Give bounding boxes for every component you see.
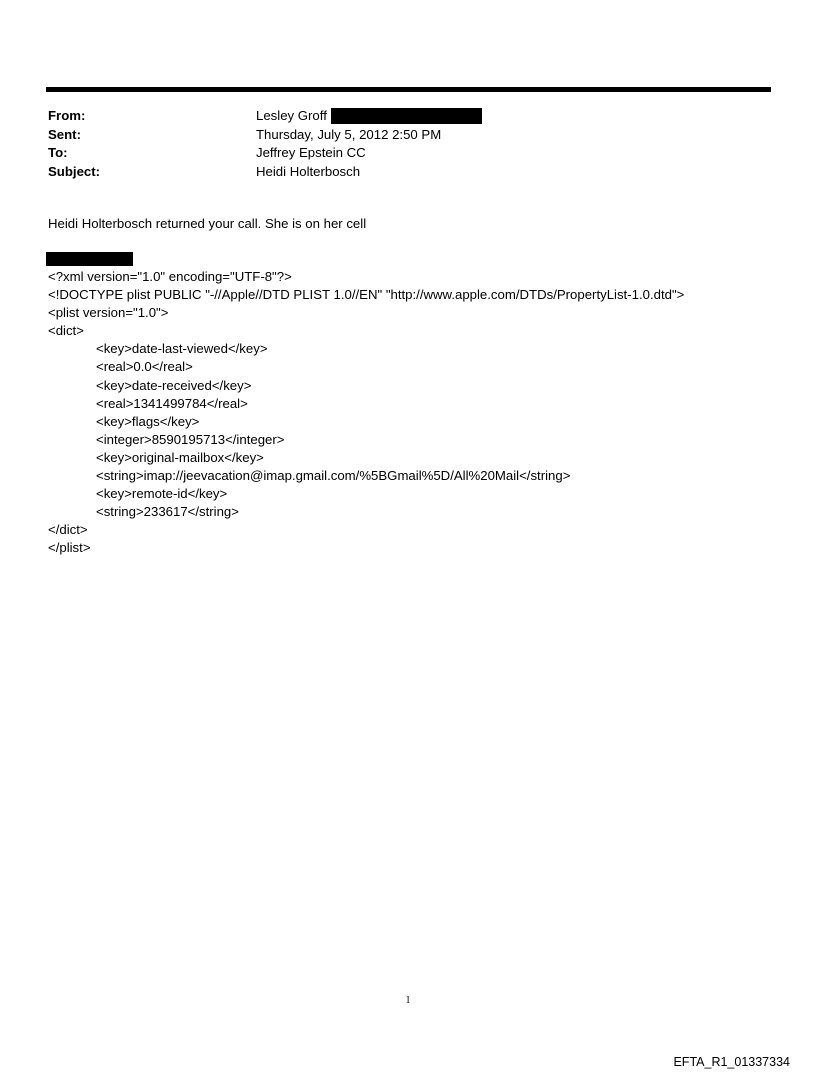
from-value: Lesley Groff bbox=[256, 108, 327, 123]
plist-metadata bbox=[48, 268, 684, 558]
subject-label: Subject: bbox=[48, 163, 101, 179]
to-row bbox=[48, 144, 748, 163]
to-label: To: bbox=[48, 145, 68, 160]
sent-value: Thursday, July 5, 2012 2:50 PM bbox=[256, 126, 442, 142]
plist-line: <plist version="1.0"> bbox=[48, 305, 169, 321]
plist-line: </plist> bbox=[48, 540, 91, 556]
sent-row bbox=[48, 126, 748, 145]
plist-line: <string>233617</string> bbox=[96, 504, 239, 520]
plist-line: </dict> bbox=[48, 522, 88, 538]
subject-row bbox=[48, 163, 748, 182]
redaction-box bbox=[331, 108, 482, 124]
plist-line: <real>1341499784</real> bbox=[96, 395, 248, 411]
plist-line: <key>flags</key> bbox=[96, 413, 200, 429]
plist-line: <key>original-mailbox</key> bbox=[96, 449, 264, 465]
bates-number: EFTA_R1_01337334 bbox=[673, 1055, 790, 1069]
email-header bbox=[48, 107, 748, 181]
from-value-wrap bbox=[256, 107, 482, 126]
plist-line: <?xml version="1.0" encoding="UTF-8"?> bbox=[48, 269, 292, 284]
from-label: From: bbox=[48, 108, 86, 123]
plist-line: <real>0.0</real> bbox=[96, 359, 193, 375]
to-value: Jeffrey Epstein CC bbox=[256, 145, 366, 160]
plist-line: <key>remote-id</key> bbox=[96, 486, 228, 502]
from-row bbox=[48, 107, 748, 126]
phone-redaction-box bbox=[46, 252, 133, 266]
plist-line: <dict> bbox=[48, 323, 84, 339]
header-rule bbox=[46, 87, 771, 92]
plist-line: <!DOCTYPE plist PUBLIC "-//Apple//DTD PLIST 1.0//EN" "http://www.apple.com/DTDs/PropertyList-1.0.dtd"> bbox=[48, 287, 685, 303]
sent-label: Sent: bbox=[48, 126, 81, 142]
page-number: 1 bbox=[405, 995, 411, 1006]
plist-line: <integer>8590195713</integer> bbox=[96, 431, 285, 447]
plist-line: <string>imap://jeevacation@imap.gmail.com/%5BGmail%5D/All%20Mail</string> bbox=[96, 468, 571, 484]
plist-line: <key>date-last-viewed</key> bbox=[96, 341, 268, 357]
subject-value: Heidi Holterbosch bbox=[256, 163, 361, 179]
plist-line: <key>date-received</key> bbox=[96, 377, 252, 393]
message-text: Heidi Holterbosch returned your call. She is on her cell bbox=[48, 216, 367, 231]
